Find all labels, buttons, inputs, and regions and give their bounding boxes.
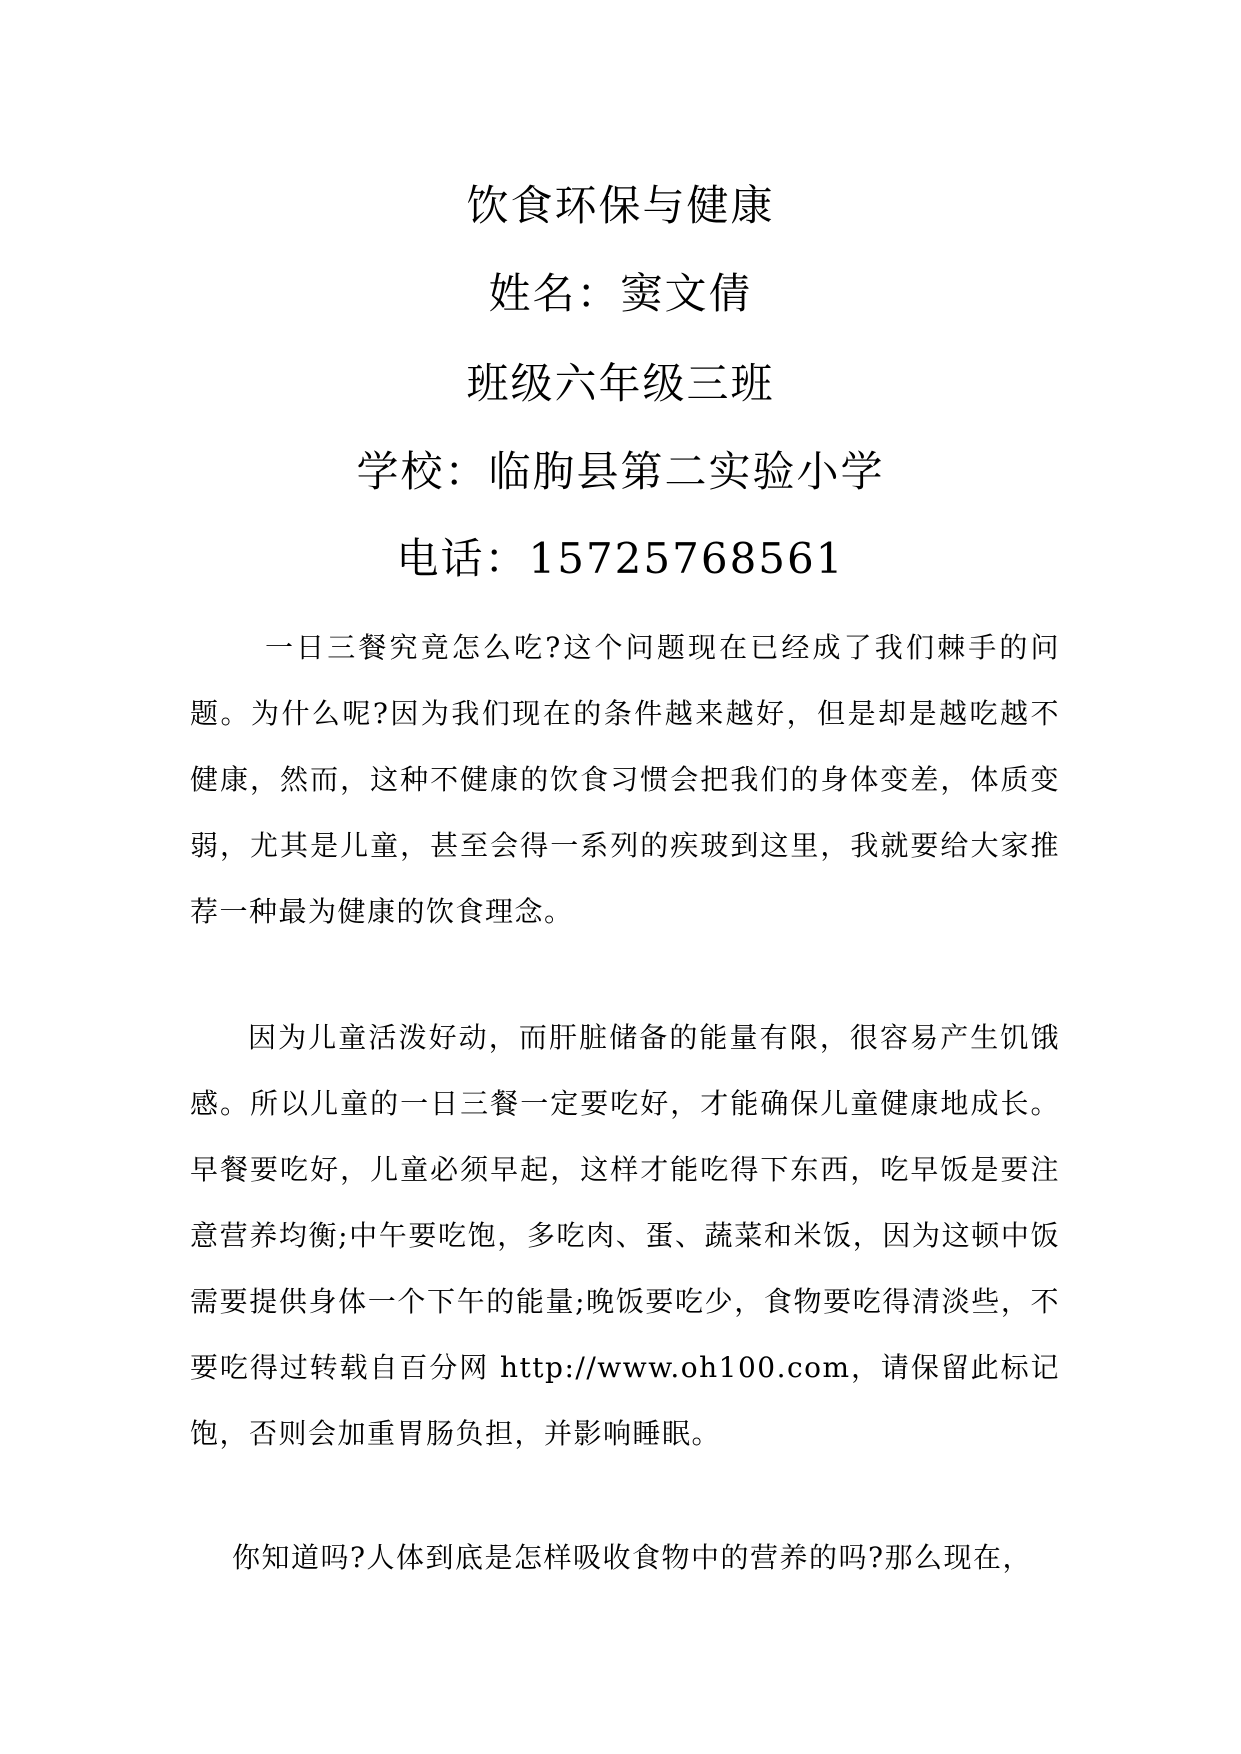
paragraph-2: 因为儿童活泼好动，而肝脏储备的能量有限，很容易产生饥饿感。所以儿童的一日三餐一定要吃好，才能确保儿童健康地成长。早餐要吃好，儿童必须早起，这样才能吃得下东西，吃早饭是要注意营养均衡;中午要吃饱，多吃肉、蛋、蔬菜和米饭，因为这顿中饭需要提供身体一个下午的能量;晚饭要吃少，食物要吃得清淡些，不要吃得过转载自百分网 http://www.oh100.com，请保留此标记饱，否则会加重胃肠负担，并影响睡眠。	[190, 1021, 1060, 1450]
document-title: 饮食环保与健康	[466, 181, 775, 230]
author-name-line: 姓名：窦文倩	[488, 269, 753, 318]
class-line: 班级六年级三班	[466, 359, 775, 408]
school-line: 学校：临朐县第二实验小学	[356, 447, 885, 496]
paragraph-1: 一日三餐究竟怎么吃?这个问题现在已经成了我们棘手的问题。为什么呢?因为我们现在的条件越来越好，但是却是越吃越不健康，然而，这种不健康的饮食习惯会把我们的身体变差，体质变弱，尤其是儿童，甚至会得一系列的疾玻到这里，我就要给大家推荐一种最为健康的饮食理念。	[190, 631, 1060, 928]
phone-line: 电话：15725768561	[396, 534, 845, 583]
paragraph-3: 你知道吗?人体到底是怎样吸收食物中的营养的吗?那么现在，	[232, 1541, 1033, 1574]
